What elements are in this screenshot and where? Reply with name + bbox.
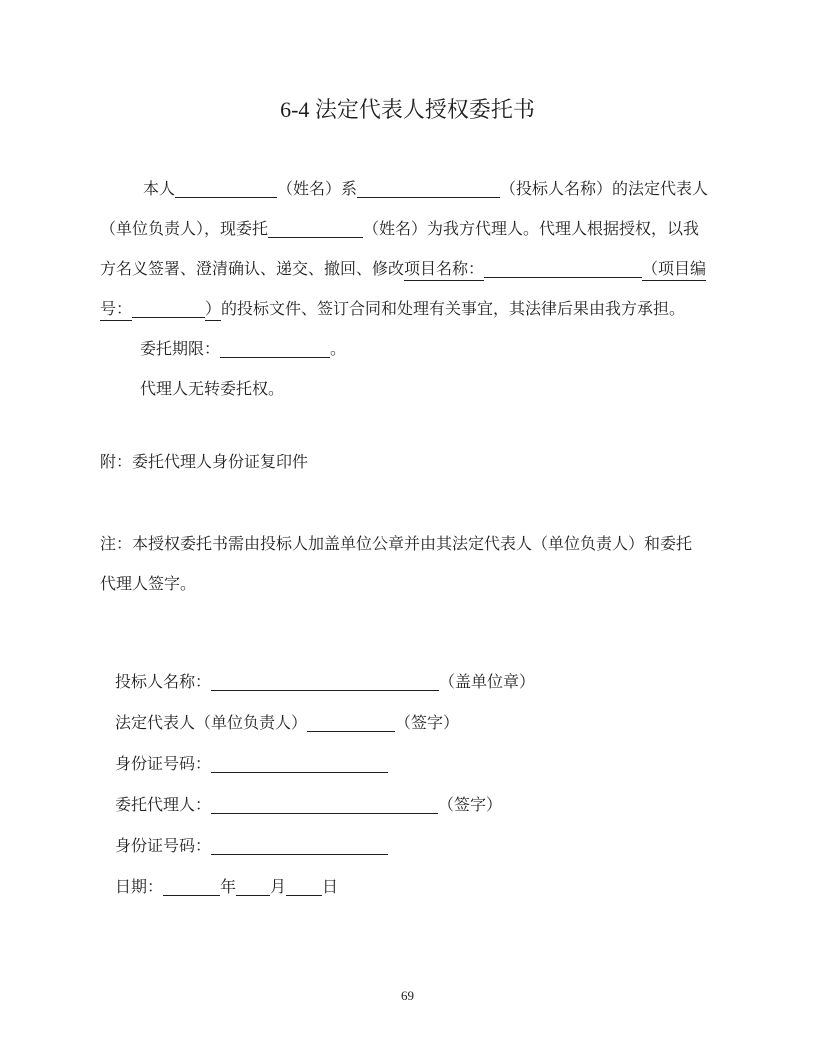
- text-run: 日期：: [115, 879, 164, 896]
- fill-in-blank: [220, 343, 330, 358]
- document-line: [100, 662, 715, 703]
- text-run: 本人: [143, 181, 176, 198]
- text-run: 方名义签署、澄清确认、递交、撤回、修改: [100, 261, 405, 278]
- text-run: （项目编: [642, 261, 706, 281]
- text-run: 身份证号码：: [115, 756, 212, 773]
- document-line: [100, 565, 715, 605]
- text-run: （盖单位章）: [439, 674, 536, 691]
- text-run: 委托代理人：: [115, 797, 212, 814]
- signature-block: [100, 662, 715, 908]
- document-line: [100, 443, 715, 483]
- text-run: 委托期限：: [140, 341, 221, 358]
- fill-in-blank: [211, 799, 438, 814]
- text-run: 注：本授权委托书需由投标人加盖单位公章并由其法定代表人（单位负责人）和委托: [100, 536, 693, 553]
- text-run: 项目名称：: [404, 261, 484, 281]
- text-run: 附：委托代理人身份证复印件: [100, 454, 309, 471]
- text-run: 代理人签字。: [100, 576, 197, 593]
- document-line: [100, 250, 715, 290]
- fill-in-blank: [211, 758, 388, 773]
- fill-in-blank: [163, 881, 220, 896]
- document-title: 6-4 法定代表人授权委托书: [280, 97, 535, 122]
- text-run: 号：: [100, 301, 132, 321]
- fill-in-blank: [307, 717, 395, 732]
- document-line: [100, 826, 715, 867]
- text-run: （投标人名称）的法定代表人: [500, 181, 709, 198]
- text-run: 投标人名称：: [115, 674, 212, 691]
- text-run: 法定代表人（单位负责人）: [115, 715, 308, 732]
- document-line: [100, 370, 715, 410]
- document-line: [100, 330, 715, 370]
- text-run: 年: [220, 879, 237, 896]
- fill-in-blank: [236, 881, 270, 896]
- main-paragraph: [100, 170, 715, 410]
- text-run: 代理人无转委托权。: [140, 381, 285, 398]
- document-line: [100, 703, 715, 744]
- document-line: [100, 744, 715, 785]
- note: [100, 525, 715, 605]
- text-run: ）: [205, 301, 221, 321]
- document-line: [100, 785, 715, 826]
- fill-in-blank: [357, 183, 500, 198]
- text-run: 身份证号码：: [115, 838, 212, 855]
- text-run: （姓名）系: [277, 181, 358, 198]
- text-run: 日: [322, 879, 339, 896]
- text-run: 月: [270, 879, 287, 896]
- fill-in-blank: [132, 303, 205, 318]
- text-run: （单位负责人），现委托: [100, 221, 269, 238]
- document-line: [100, 170, 715, 210]
- document-line: [100, 210, 715, 250]
- fill-in-blank: [268, 223, 363, 238]
- fill-in-blank: [211, 676, 439, 691]
- fill-in-blank: [286, 881, 322, 896]
- attachment-note: [100, 443, 715, 483]
- fill-in-blank: [211, 840, 388, 855]
- document-body: [0, 170, 815, 908]
- text-run: （签字）: [438, 797, 503, 814]
- document-line: [100, 525, 715, 565]
- fill-in-blank: [484, 263, 642, 278]
- fill-in-blank: [175, 183, 277, 198]
- text-run: （签字）: [395, 715, 460, 732]
- document-line: [100, 867, 715, 908]
- document-line: [100, 290, 715, 330]
- text-run: （姓名）为我方代理人。代理人根据授权，以我: [363, 221, 700, 238]
- text-run: 的投标文件、签订合同和处理有关事宜，其法律后果由我方承担。: [221, 301, 686, 318]
- page-number: 69: [401, 988, 414, 1003]
- text-run: 。: [330, 341, 347, 358]
